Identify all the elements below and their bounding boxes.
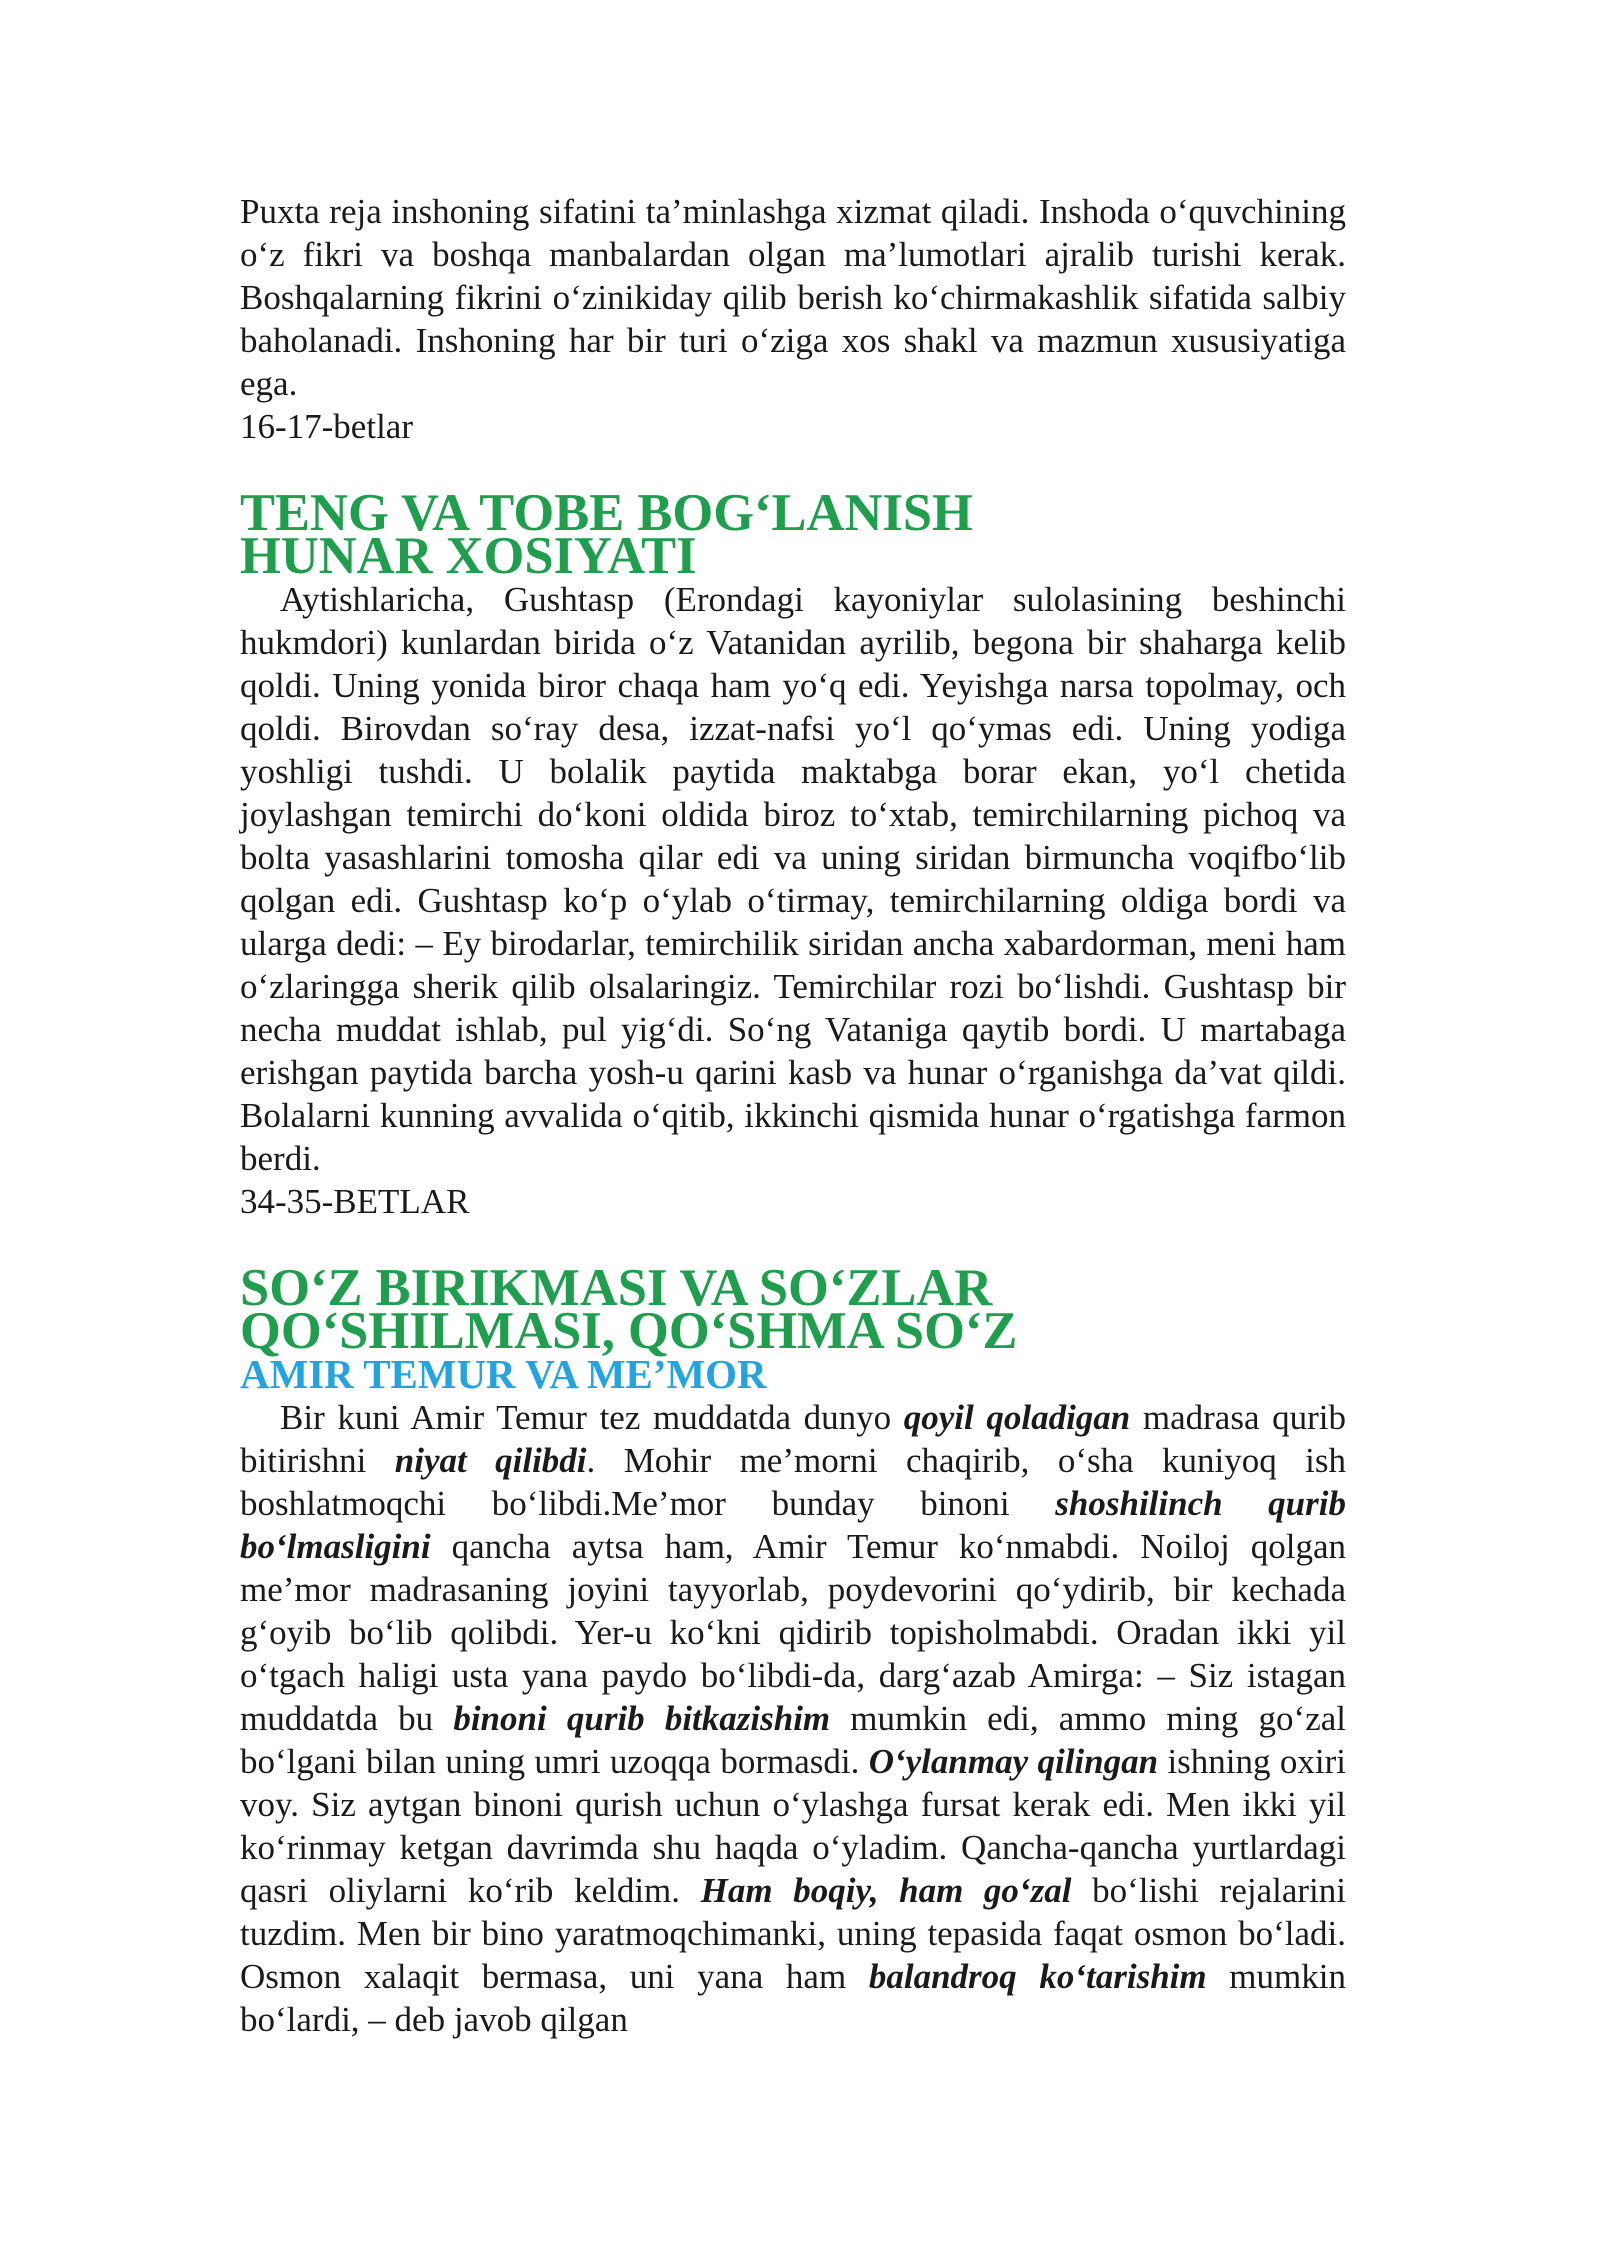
story-title: AMIR TEMUR VA ME’MOR <box>240 1352 767 1397</box>
emphasized-phrase: niyat qilibdi <box>394 1441 587 1480</box>
emphasized-phrase: shoshilinch qurib bo‘lmasligini <box>240 1484 1346 1566</box>
emphasized-phrase: binoni qurib bitkazishim <box>453 1699 831 1738</box>
story-paragraph <box>240 1396 1346 2041</box>
section-heading: QO‘SHILMASI, QO‘SHMA SO‘Z <box>240 1302 1018 1360</box>
emphasized-phrase: balandroq ko‘tarishim <box>868 1957 1207 1996</box>
story-text: madrasa qurib bitirishni <box>240 1398 1346 1480</box>
section-heading: SO‘Z BIRIKMASI VA SO‘ZLAR <box>240 1259 993 1317</box>
emphasized-phrase: qoyil qoladigan <box>903 1398 1131 1437</box>
story-text: qancha aytsa ham, Amir Temur ko‘nmabdi. Noiloj qolgan me’mor madrasaning joyini tayyorlab, poydevorini qo‘ydirib, bir kechada g‘oyib bo‘lib qolibdi. Yer-u ko‘kni qidirib topisholmabdi. Oradan ikki yil o‘tgach haligi usta yana paydo bo‘libdi-da, darg‘azab Amirga: – Siz istagan muddatda bu <box>240 1527 1346 1738</box>
intro-paragraph: Puxta reja inshoning sifatini ta’minlashga xizmat qiladi. Inshoda o‘quvchining o‘z fikri va boshqa manbalardan olgan ma’lumotlari ajralib turishi kerak. Boshqalarning fikrini o‘zinikiday qilib berish ko‘chirmakashlik sifatida salbiy baholanadi. Inshoning har bir turi o‘ziga xos shakl va mazmun xususiyatiga ega. <box>240 192 1346 403</box>
story-paragraph: Aytishlaricha, Gushtasp (Erondagi kayoniylar sulolasining beshinchi hukmdori) kunlardan birida o‘z Vatanidan ayrilib, begona bir shaharga kelib qoldi. Uning yonida biror chaqa ham yo‘q edi. Yeyishga narsa topolmay, och qoldi. Birovdan so‘ray desa, izzat-nafsi yo‘l qo‘ymas edi. Uning yodiga yoshligi tushdi. U bolalik paytida maktabga borar ekan, yo‘l chetida joylashgan temirchi do‘koni oldida biroz to‘xtab, temirchilarning pichoq va bolta yasashlarini tomosha qilar edi va uning siridan birmuncha voqifbo‘lib qolgan edi. Gushtasp ko‘p o‘ylab o‘tirmay, temirchilarning oldiga bordi va ularga dedi: – Ey birodarlar, temirchilik siridan ancha xabardorman, meni ham o‘zlaringga sherik qilib olsalaringiz. Temirchilar rozi bo‘lishdi. Gushtasp bir necha muddat ishlab, pul yig‘di. So‘ng Vataniga qaytib bordi. U martabaga erishgan paytida barcha yosh-u qarini kasb va hunar o‘rganishga da’vat qildi. Bolalarni kunning avvalida o‘qitib, ikkinchi qismida hunar o‘rgatishga farmon berdi. <box>240 580 1346 1178</box>
page-reference: 34-35-BETLAR <box>240 1182 470 1221</box>
emphasized-phrase: Ham boqiy, ham go‘zal <box>700 1871 1072 1910</box>
story-text: bo‘lishi rejalarini tuzdim. Men bir bino yaratmoqchimanki, uning tepasida faqat osmon bo‘ladi. Osmon xalaqit bermasa, uni yana ham <box>240 1871 1346 1996</box>
document-page <box>240 190 1346 2041</box>
story-text: ishning oxiri voy. Siz aytgan binoni qurish uchun o‘ylashga fursat kerak edi. Men ikki yil ko‘rinmay ketgan davrimda shu haqda o‘yladim. Qancha-qancha yurtlardagi qasri oliylarni ko‘rib keldim. <box>240 1742 1346 1910</box>
section-heading: TENG VA TOBE BOG‘LANISH <box>240 484 973 542</box>
section-heading: HUNAR XOSIYATI <box>240 527 697 585</box>
story-text: mumkin bo‘lardi, – deb javob qilgan <box>240 1957 1346 2039</box>
emphasized-phrase: O‘ylanmay qilingan <box>868 1742 1159 1781</box>
story-text: mumkin edi, ammo ming go‘zal bo‘lgani bilan uning umri uzoqqa bormasdi. <box>240 1699 1346 1781</box>
page-reference: 16-17-betlar <box>240 407 413 446</box>
story-text: Bir kuni Amir Temur tez muddatda dunyo <box>280 1398 904 1437</box>
story-text: . Mohir me’morni chaqirib, o‘sha kuniyoq ish boshlatmoqchi bo‘libdi.Me’mor bunday binoni <box>240 1441 1346 1523</box>
